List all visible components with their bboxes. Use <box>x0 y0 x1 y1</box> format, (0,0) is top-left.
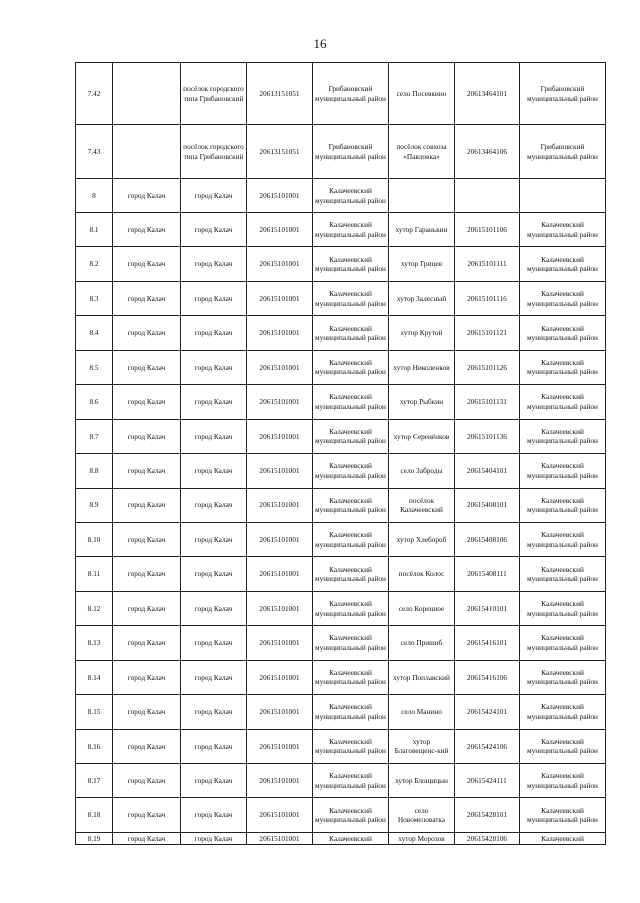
locality-cell: хутор Блощицын <box>389 764 455 798</box>
district-cell: Калачеевский муниципальный район <box>313 385 389 419</box>
locality-code-cell: 20615424106 <box>455 729 520 763</box>
city-settlement-cell: город Калач <box>181 213 247 247</box>
table-row <box>76 125 606 179</box>
locality-code-cell: 20615408106 <box>455 522 520 556</box>
city-code-cell: 20615101001 <box>247 522 313 556</box>
city-code-cell: 20615101001 <box>247 385 313 419</box>
table-row <box>76 832 606 844</box>
city-code-cell: 20615101001 <box>247 764 313 798</box>
locality-district-cell: Грибановский муниципальный район <box>520 63 606 125</box>
district-cell: Калачеевский муниципальный район <box>313 419 389 453</box>
page-number: 16 <box>313 36 327 51</box>
locality-code-cell: 20615101136 <box>455 419 520 453</box>
city-settlement-cell: посёлок городского типа Грибановский <box>181 63 247 125</box>
row-number-cell: 8.3 <box>76 281 113 315</box>
city-cell: город Калач <box>113 350 181 384</box>
city-settlement-cell: город Калач <box>181 488 247 522</box>
table-row <box>76 454 606 488</box>
locality-district-cell: Грибановский муниципальный район <box>520 125 606 179</box>
district-cell: Калачеевский муниципальный район <box>313 316 389 350</box>
city-settlement-cell: город Калач <box>181 281 247 315</box>
row-number-cell: 8.14 <box>76 660 113 694</box>
locality-code-cell: 20615101116 <box>455 281 520 315</box>
row-number-cell: 8.6 <box>76 385 113 419</box>
locality-code-cell: 20615424101 <box>455 695 520 729</box>
district-cell: Калачеевский муниципальный район <box>313 454 389 488</box>
locality-cell: хутор Благовещенс-кий <box>389 729 455 763</box>
district-cell: Грибановский муниципальный район <box>313 125 389 179</box>
locality-code-cell: 20615101131 <box>455 385 520 419</box>
city-code-cell: 20615101001 <box>247 316 313 350</box>
city-cell: город Калач <box>113 454 181 488</box>
locality-cell: село Новомеловатка <box>389 798 455 832</box>
district-cell: Калачеевский муниципальный район <box>313 488 389 522</box>
city-cell: город Калач <box>113 316 181 350</box>
city-settlement-cell: город Калач <box>181 385 247 419</box>
locality-district-cell <box>520 179 606 213</box>
district-cell: Калачеевский муниципальный район <box>313 350 389 384</box>
city-code-cell: 20615101001 <box>247 729 313 763</box>
table-row <box>76 385 606 419</box>
locality-district-cell: Калачеевский муниципальный район <box>520 316 606 350</box>
table-row <box>76 626 606 660</box>
city-settlement-cell: город Калач <box>181 350 247 384</box>
locality-cell: село Коренное <box>389 591 455 625</box>
city-settlement-cell: город Калач <box>181 660 247 694</box>
row-number-cell: 8.19 <box>76 832 113 844</box>
city-settlement-cell: город Калач <box>181 522 247 556</box>
district-cell: Калачеевский муниципальный район <box>313 213 389 247</box>
row-number-cell: 8.4 <box>76 316 113 350</box>
district-cell: Калачеевский муниципальный район <box>313 695 389 729</box>
locality-code-cell: 20613464106 <box>455 125 520 179</box>
locality-district-cell: Калачеевский муниципальный район <box>520 660 606 694</box>
locality-cell: село Заброды <box>389 454 455 488</box>
city-cell: город Калач <box>113 798 181 832</box>
row-number-cell: 8.16 <box>76 729 113 763</box>
row-number-cell: 7.42 <box>76 63 113 125</box>
locality-code-cell: 20615416101 <box>455 626 520 660</box>
city-cell: город Калач <box>113 591 181 625</box>
row-number-cell: 7.43 <box>76 125 113 179</box>
city-cell: город Калач <box>113 660 181 694</box>
locality-cell: хутор Поплавский <box>389 660 455 694</box>
city-code-cell: 20613151051 <box>247 63 313 125</box>
table-row <box>76 798 606 832</box>
city-code-cell: 20615101001 <box>247 281 313 315</box>
city-code-cell: 20615101001 <box>247 350 313 384</box>
city-cell: город Калач <box>113 385 181 419</box>
city-settlement-cell: город Калач <box>181 832 247 844</box>
table-row <box>76 729 606 763</box>
city-code-cell: 20615101001 <box>247 179 313 213</box>
table-row <box>76 591 606 625</box>
city-cell: город Калач <box>113 488 181 522</box>
locality-cell: село Пришиб <box>389 626 455 660</box>
city-cell: город Калач <box>113 557 181 591</box>
table-row <box>76 660 606 694</box>
locality-district-cell: Калачеевский муниципальный район <box>520 488 606 522</box>
district-cell: Калачеевский муниципальный район <box>313 179 389 213</box>
locality-code-cell <box>455 179 520 213</box>
city-settlement-cell: посёлок городского типа Грибановский <box>181 125 247 179</box>
district-cell: Калачеевский муниципальный район <box>313 798 389 832</box>
table-row <box>76 557 606 591</box>
locality-district-cell: Калачеевский муниципальный район <box>520 764 606 798</box>
locality-cell: хутор Залесный <box>389 281 455 315</box>
locality-cell: хутор Серенёнков <box>389 419 455 453</box>
city-cell: город Калач <box>113 695 181 729</box>
table-row <box>76 281 606 315</box>
locality-district-cell: Калачеевский муниципальный район <box>520 281 606 315</box>
locality-district-cell: Калачеевский муниципальный район <box>520 626 606 660</box>
city-cell <box>113 63 181 125</box>
district-cell: Калачеевский муниципальный район <box>313 729 389 763</box>
district-cell: Калачеевский муниципальный район <box>313 764 389 798</box>
city-cell: город Калач <box>113 626 181 660</box>
locality-code-cell: 20615101111 <box>455 247 520 281</box>
table-row <box>76 695 606 729</box>
city-code-cell: 20613151051 <box>247 125 313 179</box>
city-cell: город Калач <box>113 281 181 315</box>
locality-district-cell: Калачеевский муниципальный район <box>520 798 606 832</box>
city-code-cell: 20615101001 <box>247 695 313 729</box>
row-number-cell: 8.5 <box>76 350 113 384</box>
city-code-cell: 20615101001 <box>247 247 313 281</box>
locality-district-cell: Калачеевский муниципальный район <box>520 695 606 729</box>
city-settlement-cell: город Калач <box>181 591 247 625</box>
locality-cell <box>389 179 455 213</box>
city-settlement-cell: город Калач <box>181 626 247 660</box>
district-cell: Калачеевский муниципальный район <box>313 522 389 556</box>
row-number-cell: 8 <box>76 179 113 213</box>
table-row <box>76 63 606 125</box>
locality-district-cell: Калачеевский муниципальный район <box>520 350 606 384</box>
district-cell: Калачеевский муниципальный район <box>313 247 389 281</box>
locality-district-cell: Калачеевский муниципальный район <box>520 385 606 419</box>
city-settlement-cell: город Калач <box>181 695 247 729</box>
locality-district-cell: Калачеевский муниципальный район <box>520 247 606 281</box>
table-row <box>76 179 606 213</box>
locality-cell: село Посевкино <box>389 63 455 125</box>
city-cell <box>113 125 181 179</box>
locality-code-cell: 20615408101 <box>455 488 520 522</box>
city-settlement-cell: город Калач <box>181 454 247 488</box>
city-cell: город Калач <box>113 179 181 213</box>
row-number-cell: 8.1 <box>76 213 113 247</box>
row-number-cell: 8.11 <box>76 557 113 591</box>
table-row <box>76 488 606 522</box>
city-cell: город Калач <box>113 419 181 453</box>
district-cell: Калачеевский муниципальный район <box>313 660 389 694</box>
row-number-cell: 8.13 <box>76 626 113 660</box>
locality-code-cell: 20615416106 <box>455 660 520 694</box>
city-code-cell: 20615101001 <box>247 419 313 453</box>
district-cell: Грибановский муниципальный район <box>313 63 389 125</box>
locality-code-cell: 20615410101 <box>455 591 520 625</box>
table-row <box>76 764 606 798</box>
locality-cell: хутор Гаранькин <box>389 213 455 247</box>
table-row <box>76 350 606 384</box>
row-number-cell: 8.18 <box>76 798 113 832</box>
locality-cell: хутор Грицев <box>389 247 455 281</box>
city-cell: город Калач <box>113 522 181 556</box>
city-settlement-cell: город Калач <box>181 729 247 763</box>
city-code-cell: 20615101001 <box>247 454 313 488</box>
city-cell: город Калач <box>113 764 181 798</box>
row-number-cell: 8.2 <box>76 247 113 281</box>
row-number-cell: 8.15 <box>76 695 113 729</box>
locality-cell: село Манино <box>389 695 455 729</box>
row-number-cell: 8.10 <box>76 522 113 556</box>
city-code-cell: 20615101001 <box>247 660 313 694</box>
city-settlement-cell: город Калач <box>181 179 247 213</box>
locality-cell: посёлок совхоза «Павловка» <box>389 125 455 179</box>
locality-code-cell: 20615424111 <box>455 764 520 798</box>
locality-district-cell: Калачеевский муниципальный район <box>520 729 606 763</box>
district-cell: Калачеевский <box>313 832 389 844</box>
locality-code-cell: 20615101126 <box>455 350 520 384</box>
table-row <box>76 522 606 556</box>
city-cell: город Калач <box>113 247 181 281</box>
city-settlement-cell: город Калач <box>181 798 247 832</box>
city-settlement-cell: город Калач <box>181 316 247 350</box>
locality-district-cell: Калачеевский муниципальный район <box>520 454 606 488</box>
locality-cell: хутор Морозов <box>389 832 455 844</box>
locality-district-cell: Калачеевский <box>520 832 606 844</box>
district-cell: Калачеевский муниципальный район <box>313 557 389 591</box>
city-cell: город Калач <box>113 832 181 844</box>
locality-code-cell: 20615408111 <box>455 557 520 591</box>
row-number-cell: 8.7 <box>76 419 113 453</box>
district-cell: Калачеевский муниципальный район <box>313 591 389 625</box>
locality-code-cell: 20613464101 <box>455 63 520 125</box>
locality-cell: посёлок Колос <box>389 557 455 591</box>
table-row <box>76 419 606 453</box>
city-cell: город Калач <box>113 213 181 247</box>
district-cell: Калачеевский муниципальный район <box>313 626 389 660</box>
locality-cell: хутор Хлебороб <box>389 522 455 556</box>
locality-district-cell: Калачеевский муниципальный район <box>520 213 606 247</box>
city-settlement-cell: город Калач <box>181 247 247 281</box>
city-code-cell: 20615101001 <box>247 832 313 844</box>
city-code-cell: 20615101001 <box>247 213 313 247</box>
locality-code-cell: 20615101121 <box>455 316 520 350</box>
settlements-table <box>75 62 606 845</box>
table-row <box>76 247 606 281</box>
locality-cell: хутор Крутой <box>389 316 455 350</box>
locality-district-cell: Калачеевский муниципальный район <box>520 557 606 591</box>
city-settlement-cell: город Калач <box>181 419 247 453</box>
city-code-cell: 20615101001 <box>247 798 313 832</box>
table-row <box>76 213 606 247</box>
row-number-cell: 8.9 <box>76 488 113 522</box>
row-number-cell: 8.8 <box>76 454 113 488</box>
locality-code-cell: 20615101106 <box>455 213 520 247</box>
locality-code-cell: 20615428101 <box>455 798 520 832</box>
city-cell: город Калач <box>113 729 181 763</box>
city-code-cell: 20615101001 <box>247 591 313 625</box>
row-number-cell: 8.12 <box>76 591 113 625</box>
locality-cell: хутор Рыбкин <box>389 385 455 419</box>
locality-district-cell: Калачеевский муниципальный район <box>520 591 606 625</box>
city-code-cell: 20615101001 <box>247 557 313 591</box>
locality-district-cell: Калачеевский муниципальный район <box>520 522 606 556</box>
locality-district-cell: Калачеевский муниципальный район <box>520 419 606 453</box>
locality-code-cell: 20615404101 <box>455 454 520 488</box>
row-number-cell: 8.17 <box>76 764 113 798</box>
city-settlement-cell: город Калач <box>181 557 247 591</box>
city-code-cell: 20615101001 <box>247 626 313 660</box>
table-row <box>76 316 606 350</box>
locality-cell: посёлок Калачеевский <box>389 488 455 522</box>
locality-cell: хутор Николенков <box>389 350 455 384</box>
district-cell: Калачеевский муниципальный район <box>313 281 389 315</box>
city-settlement-cell: город Калач <box>181 764 247 798</box>
locality-code-cell: 20615428106 <box>455 832 520 844</box>
city-code-cell: 20615101001 <box>247 488 313 522</box>
